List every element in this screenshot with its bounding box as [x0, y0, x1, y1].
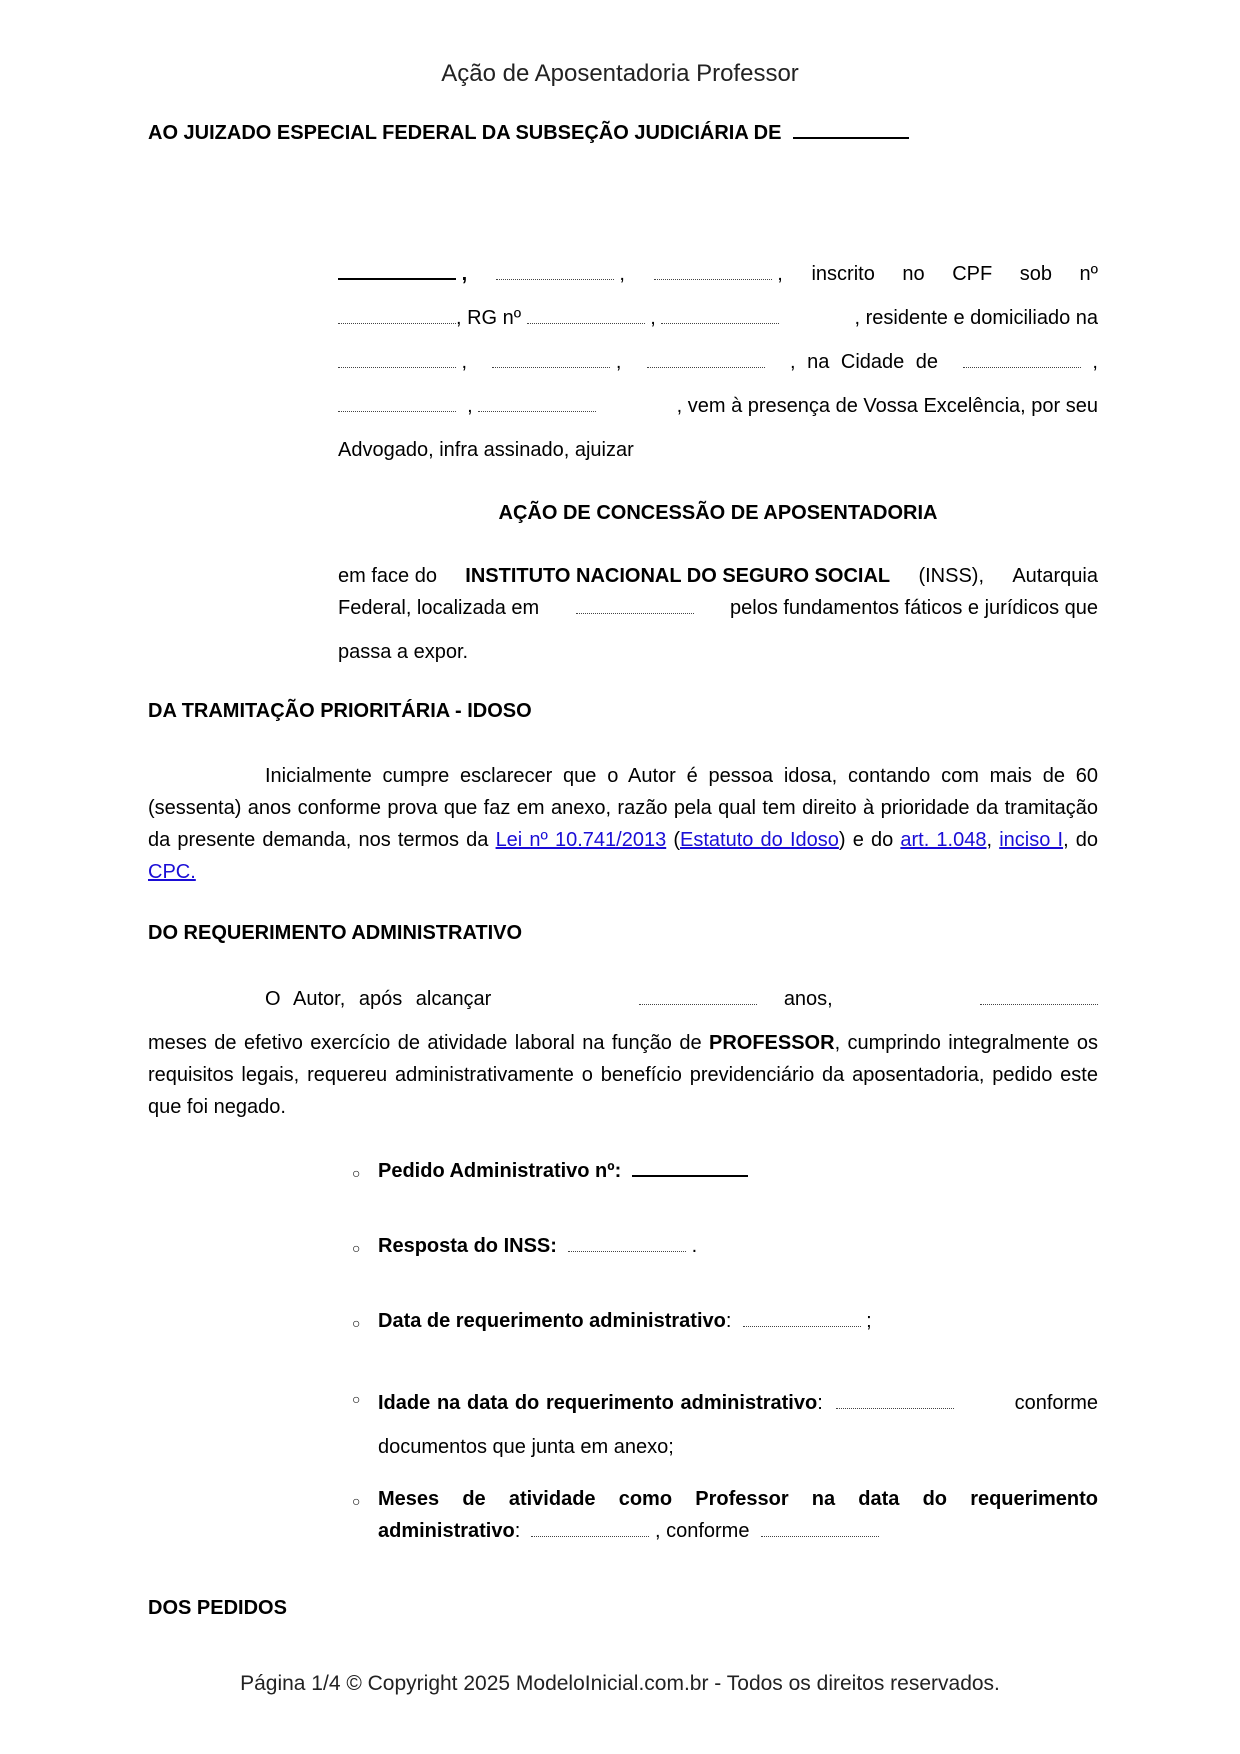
text: , [986, 829, 993, 851]
link-cpc[interactable]: CPC. [148, 861, 196, 883]
link-lei-10741[interactable]: Lei nº 10.741/2013 [495, 829, 667, 851]
blank-field[interactable] [338, 410, 456, 412]
addressee-text: AO JUIZADO ESPECIAL FEDERAL DA SUBSEÇÃO JUDICIÁRIA DE [148, 122, 782, 144]
list-item [352, 1155, 1098, 1189]
blank-field[interactable] [338, 322, 456, 324]
circle-bullet-icon: ○ [352, 1315, 361, 1331]
blank-field[interactable] [647, 366, 765, 368]
text: anos, [783, 988, 833, 1010]
item-label: Idade na data do requerimento administrativo [378, 1392, 818, 1414]
blank-field[interactable] [639, 1003, 757, 1005]
link-inciso-i[interactable]: inciso I [999, 829, 1064, 851]
blank-field[interactable] [980, 1003, 1098, 1005]
text: : [514, 1520, 521, 1542]
text: meses de efetivo exercício de atividade laboral na função de [148, 1032, 702, 1054]
text: Autarquia [1012, 565, 1098, 587]
list-item [352, 1230, 1098, 1264]
text: , cumprindo integralmente os requisitos legais, requereu administrativamente o benefício previdenciário da aposentadoria, pedido este que foi negado. [148, 1032, 1098, 1118]
text: : [817, 1392, 823, 1414]
party-qualification [338, 252, 1098, 472]
text: ( [673, 829, 681, 851]
text: ) e do [838, 829, 894, 851]
blank-field[interactable] [654, 278, 772, 280]
text: : [725, 1310, 732, 1332]
blank-field[interactable] [338, 366, 456, 368]
text: passa a expor. [338, 641, 469, 663]
defendant-paragraph [338, 560, 1098, 668]
item-label: Resposta do INSS: [378, 1235, 557, 1257]
party-line-2: , RG nº , , residente e domiciliado na [338, 296, 1098, 340]
text: . [691, 1235, 698, 1257]
blank-field[interactable] [568, 1250, 686, 1252]
link-art-1048[interactable]: art. 1.048 [900, 829, 987, 851]
text: , conforme [654, 1520, 750, 1542]
text: Federal, localizada em [338, 597, 540, 619]
addressee-heading [148, 122, 909, 145]
section-heading-pedidos: DOS PEDIDOS [148, 1597, 287, 1619]
blank-field[interactable] [496, 278, 614, 280]
circle-bullet-icon: ○ [352, 1391, 361, 1407]
party-text: Advogado, infra assinado, ajuizar [338, 439, 634, 461]
blank-field[interactable] [632, 1174, 748, 1177]
item-label: Data de requerimento administrativo [378, 1310, 726, 1332]
item-label: Pedido Administrativo nº: [378, 1160, 622, 1182]
party-line-4: , , vem à presença de Vossa Excelência, por seu [338, 384, 1098, 428]
text: , do [1063, 829, 1099, 851]
text: pelos fundamentos fáticos e jurídicos que [730, 597, 1098, 619]
party-line-5 [338, 428, 1098, 472]
text: ; [866, 1310, 872, 1332]
blank-field[interactable] [338, 277, 456, 280]
defendant-name: INSTITUTO NACIONAL DO SEGURO SOCIAL [465, 565, 891, 587]
blank-field[interactable] [793, 136, 909, 139]
text: em face do [338, 565, 437, 587]
text: Inicialmente cumpre esclarecer que o Autor é pessoa idosa, contando com mais de 60 (sessenta) anos conforme prova que faz em anexo, razão pela qual tem direito à prioridade da tramitação da presente demanda, nos termos da [148, 765, 1098, 851]
blank-field[interactable] [743, 1325, 861, 1327]
blank-field[interactable] [661, 322, 779, 324]
circle-bullet-icon: ○ [352, 1240, 361, 1256]
blank-field[interactable] [963, 366, 1081, 368]
document-title: Ação de Aposentadoria Professor [441, 60, 799, 87]
party-text: , residente e domiciliado na [854, 307, 1098, 329]
text: conforme documentos que junta em anexo; [378, 1392, 1098, 1458]
party-text: , na Cidade de [789, 351, 939, 373]
item-label: Meses de atividade como Professor na data do requerimento administrativo [378, 1488, 1098, 1542]
party-line-1: , , , inscrito no CPF sob nº [338, 252, 1098, 296]
text: (INSS), [918, 565, 985, 587]
blank-field[interactable] [527, 322, 645, 324]
page-footer: Página 1/4 © Copyright 2025 ModeloInicial.com.br - Todos os direitos reservados. [240, 1672, 1000, 1695]
section-heading-requerimento: DO REQUERIMENTO ADMINISTRATIVO [148, 922, 523, 944]
section-heading-priority: DA TRAMITAÇÃO PRIORITÁRIA - IDOSO [148, 700, 532, 722]
blank-field[interactable] [478, 410, 596, 412]
circle-bullet-icon: ○ [352, 1165, 361, 1181]
list-item [352, 1381, 1098, 1469]
blank-field[interactable] [492, 366, 610, 368]
link-estatuto-idoso[interactable]: Estatuto do Idoso [680, 829, 839, 851]
circle-bullet-icon: ○ [352, 1493, 361, 1509]
blank-field[interactable] [761, 1535, 879, 1537]
party-line-3: , , , na Cidade de , [338, 340, 1098, 384]
action-title: AÇÃO DE CONCESSÃO DE APOSENTADORIA [498, 502, 938, 524]
rg-label: , RG nº [456, 307, 522, 329]
priority-paragraph [148, 760, 1098, 888]
text: O Autor, após alcançar [265, 988, 492, 1010]
blank-field[interactable] [531, 1535, 649, 1537]
blank-field[interactable] [836, 1407, 954, 1409]
blank-field[interactable] [576, 612, 694, 614]
requerimento-paragraph [148, 983, 1098, 1123]
list-item [352, 1483, 1098, 1547]
list-item [352, 1305, 1098, 1339]
party-text: inscrito no CPF sob nº [811, 263, 1098, 285]
professor-emphasis: PROFESSOR [708, 1032, 835, 1054]
party-text: , vem à presença de Vossa Excelência, por seu [676, 395, 1098, 417]
